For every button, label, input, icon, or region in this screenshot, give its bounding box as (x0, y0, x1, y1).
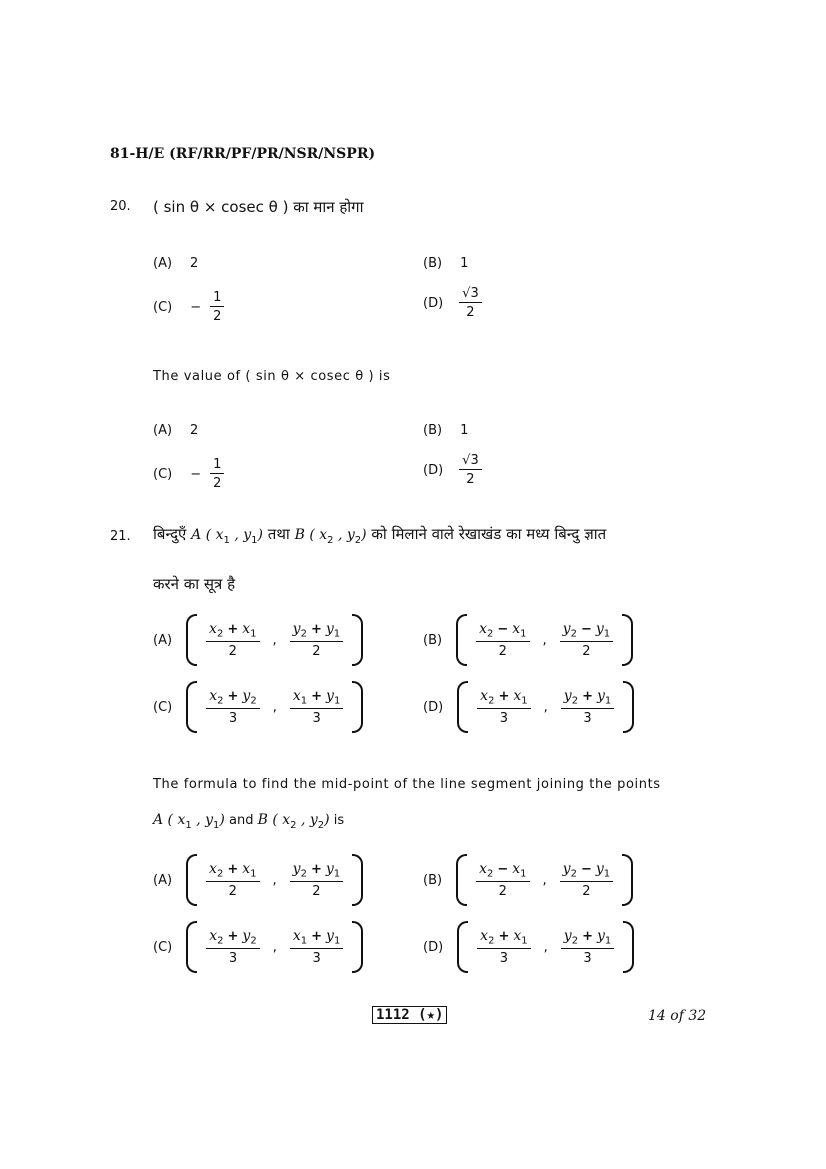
page-number: 14 of 32 (648, 1008, 707, 1024)
operator: − (580, 862, 592, 878)
point-b-text: B ( x (294, 527, 328, 543)
subscript: 2 (250, 695, 257, 707)
minus-sign: − (190, 299, 202, 315)
variable: y (242, 688, 251, 705)
subscript: 2 (570, 628, 577, 640)
option-label: (D) (423, 295, 444, 311)
variable: x (209, 621, 217, 638)
denominator: 3 (228, 950, 238, 966)
question-text-english-line2 (153, 812, 344, 831)
answer-a-option[interactable] (153, 423, 198, 438)
variable: x (292, 928, 301, 945)
operator: + (582, 929, 593, 945)
subscript: 1 (333, 935, 341, 947)
subscript: 1 (604, 695, 612, 707)
option-label: (B) (423, 423, 443, 438)
fraction (477, 928, 530, 966)
coordinate-pair (457, 681, 634, 733)
fraction (560, 621, 614, 659)
point-a-text: A ( x (153, 812, 186, 828)
left-paren (456, 614, 467, 666)
variable: y (596, 928, 605, 945)
fraction (210, 290, 224, 324)
answer-b-option[interactable] (423, 614, 633, 666)
variable: y (563, 688, 572, 705)
variable: y (596, 688, 605, 705)
operator: + (311, 929, 323, 945)
denominator: 3 (499, 710, 509, 726)
subscript: 1 (333, 628, 341, 640)
fraction (206, 621, 259, 659)
subscript: 1 (300, 935, 308, 947)
subscript: 2 (488, 935, 495, 947)
variable: y (292, 621, 301, 638)
denominator: 2 (582, 643, 591, 659)
option-label: (C) (153, 699, 173, 715)
left-paren (186, 854, 197, 906)
fraction (206, 861, 259, 899)
operator: + (227, 622, 239, 638)
fraction (290, 928, 343, 966)
operator: + (311, 689, 323, 705)
denominator: 2 (213, 476, 222, 491)
right-paren (352, 921, 363, 973)
variable: y (325, 621, 334, 638)
denominator: 2 (498, 643, 507, 659)
comma: , (543, 699, 548, 715)
option-label: (B) (423, 872, 443, 888)
point-b-text: , y (333, 527, 355, 543)
operator: − (580, 622, 592, 638)
point-b-text: B ( x (257, 812, 291, 828)
point-a (153, 812, 225, 831)
point-a-text: , y (191, 812, 214, 828)
question-text-hindi: ( sin θ × cosec θ ) का मान होगा (153, 198, 364, 216)
denominator: 2 (582, 883, 591, 899)
denominator: 2 (228, 643, 237, 659)
denominator: 2 (466, 472, 475, 487)
subscript: 1 (300, 695, 308, 707)
denominator: 3 (583, 710, 592, 726)
subscript: 1 (251, 534, 258, 546)
answer-b-option[interactable] (423, 256, 468, 271)
option-value: 2 (190, 423, 199, 438)
variable: y (562, 861, 571, 878)
coordinate-pair (186, 921, 363, 973)
variable: x (479, 621, 487, 638)
point-a-text: A ( x (191, 527, 224, 543)
right-paren (352, 681, 363, 733)
operator: + (310, 622, 322, 638)
comma: , (272, 632, 277, 648)
subscript: 1 (603, 628, 611, 640)
point-a-text: ) (257, 527, 263, 543)
variable: y (242, 928, 251, 945)
point-b (294, 527, 367, 546)
comma: , (272, 872, 277, 888)
point-b (257, 812, 330, 831)
answer-d-option[interactable] (423, 286, 485, 320)
operator: + (498, 929, 510, 945)
operator: + (498, 689, 510, 705)
operator: − (497, 862, 509, 878)
variable: x (209, 861, 217, 878)
fraction (459, 453, 482, 487)
and-text: and (229, 813, 254, 828)
point-b-text: ) (324, 812, 330, 828)
variable: y (325, 861, 334, 878)
left-paren (457, 921, 468, 973)
variable: x (292, 688, 301, 705)
option-label: (C) (153, 466, 173, 482)
answer-a-option[interactable] (153, 854, 363, 906)
left-paren (456, 854, 467, 906)
variable: x (479, 861, 487, 878)
comma: , (542, 872, 547, 888)
fraction (476, 621, 529, 659)
numerator (560, 861, 614, 882)
subscript: 2 (354, 534, 362, 546)
denominator: 2 (213, 309, 222, 324)
right-paren (623, 921, 634, 973)
subscript: 2 (570, 868, 577, 880)
answer-a-option[interactable] (153, 614, 363, 666)
variable: x (513, 688, 522, 705)
operator: + (310, 862, 322, 878)
variable: y (563, 928, 572, 945)
coordinate-pair (186, 614, 363, 666)
variable: y (326, 688, 334, 705)
point-a-text: , y (229, 527, 252, 543)
comma: , (272, 939, 277, 955)
answer-d-option[interactable] (423, 453, 485, 487)
variable: x (480, 928, 489, 945)
minus-sign: − (190, 466, 202, 482)
numerator (477, 928, 530, 949)
subscript: 2 (571, 695, 579, 707)
left-paren (186, 614, 197, 666)
numerator (206, 621, 259, 642)
denominator: 2 (498, 883, 507, 899)
option-label: (A) (153, 256, 173, 271)
question-text-english: The value of ( sin θ × cosec θ ) is (153, 369, 391, 384)
variable: y (562, 621, 571, 638)
subscript: 1 (603, 868, 611, 880)
fraction (290, 861, 344, 899)
booklet-code: 1112 (★) (372, 1006, 447, 1024)
point-a-text: ) (219, 812, 225, 828)
subscript: 2 (216, 628, 224, 640)
denominator: 3 (228, 710, 238, 726)
subscript: 1 (250, 628, 257, 640)
numerator (561, 688, 615, 709)
left-paren (186, 921, 197, 973)
fraction (290, 621, 344, 659)
option-value: 2 (190, 256, 199, 271)
variable: x (209, 928, 218, 945)
numerator (561, 928, 615, 949)
subscript: 1 (604, 935, 612, 947)
hindi-text: तथा (267, 525, 290, 543)
point-b-text: ) (361, 527, 367, 543)
numerator (290, 928, 343, 949)
variable: x (480, 688, 489, 705)
subscript: 2 (250, 935, 257, 947)
option-label: (A) (153, 872, 173, 888)
operator: + (227, 689, 239, 705)
paper-code-header: 81-H/E (RF/RR/PF/PR/NSR/NSPR) (110, 146, 376, 162)
operator: + (227, 929, 239, 945)
hindi-text: बिन्दुएँ (153, 525, 187, 543)
question-text-hindi-line1 (153, 524, 606, 546)
denominator: 3 (312, 950, 321, 966)
fraction (560, 861, 614, 899)
numerator (290, 861, 344, 882)
fraction (290, 688, 343, 726)
answer-c-option[interactable] (153, 290, 227, 324)
point-a (191, 527, 263, 546)
variable: y (595, 621, 604, 638)
subscript: 2 (290, 819, 297, 831)
option-label: (C) (153, 939, 173, 955)
numerator (477, 688, 530, 709)
numerator (290, 621, 344, 642)
denominator: 2 (312, 883, 321, 899)
point-b-text: , y (296, 812, 318, 828)
numerator: 1 (210, 290, 224, 307)
subscript: 1 (213, 819, 220, 831)
variable: x (242, 621, 251, 638)
variable: x (242, 861, 251, 878)
variable: x (209, 688, 218, 705)
numerator (290, 688, 343, 709)
variable: y (292, 861, 301, 878)
subscript: 2 (217, 935, 224, 947)
answer-c-option[interactable] (153, 457, 227, 491)
subscript: 1 (333, 868, 341, 880)
numerator (476, 861, 529, 882)
operator: + (582, 689, 593, 705)
comma: , (542, 632, 547, 648)
option-label: (D) (423, 939, 444, 955)
subscript: 2 (571, 935, 579, 947)
numerator (476, 621, 529, 642)
subscript: 2 (486, 628, 494, 640)
right-paren (352, 614, 363, 666)
fraction (561, 928, 615, 966)
option-value: 1 (460, 256, 469, 271)
numerator: √3 (459, 286, 482, 303)
option-value: 1 (460, 423, 469, 438)
option-label: (A) (153, 423, 173, 438)
answer-b-option[interactable] (423, 854, 633, 906)
coordinate-pair (456, 854, 633, 906)
option-label: (C) (153, 299, 173, 315)
option-label: (A) (153, 632, 173, 648)
variable: x (512, 861, 521, 878)
right-paren (623, 681, 634, 733)
subscript: 2 (486, 868, 494, 880)
subscript: 1 (250, 868, 257, 880)
operator: + (227, 862, 239, 878)
fraction (476, 861, 529, 899)
right-paren (352, 854, 363, 906)
option-label: (B) (423, 632, 443, 648)
coordinate-pair (457, 921, 634, 973)
numerator (560, 621, 614, 642)
comma: , (272, 699, 277, 715)
denominator: 2 (312, 643, 321, 659)
answer-c-option[interactable] (153, 681, 363, 733)
subscript: 1 (520, 628, 527, 640)
fraction (206, 928, 259, 966)
left-paren (457, 681, 468, 733)
subscript: 1 (185, 819, 192, 831)
fraction (561, 688, 615, 726)
variable: y (595, 861, 604, 878)
subscript: 1 (521, 695, 528, 707)
denominator: 3 (312, 710, 321, 726)
right-paren (622, 854, 633, 906)
answer-a-option[interactable] (153, 256, 198, 271)
denominator: 3 (583, 950, 592, 966)
coordinate-pair (456, 614, 633, 666)
numerator (206, 928, 259, 949)
subscript: 2 (488, 695, 495, 707)
fraction (459, 286, 482, 320)
answer-b-option[interactable] (423, 423, 468, 438)
subscript: 1 (521, 935, 528, 947)
denominator: 2 (466, 305, 475, 320)
numerator (206, 688, 259, 709)
subscript: 2 (216, 868, 224, 880)
subscript: 2 (317, 819, 325, 831)
coordinate-pair (186, 854, 363, 906)
answer-d-option[interactable] (423, 921, 634, 973)
numerator: 1 (210, 457, 224, 474)
option-label: (B) (423, 256, 443, 271)
left-paren (186, 681, 197, 733)
right-paren (622, 614, 633, 666)
operator: − (497, 622, 509, 638)
subscript: 1 (223, 534, 230, 546)
hindi-text: को मिलाने वाले रेखाखंड का मध्य बिन्दु ज्ञात (371, 525, 607, 543)
fraction (477, 688, 530, 726)
variable: y (326, 928, 334, 945)
question-text-english-line1: The formula to find the mid-point of the line segment joining the points (153, 777, 661, 792)
denominator: 2 (228, 883, 237, 899)
denominator: 3 (499, 950, 509, 966)
coordinate-pair (186, 681, 363, 733)
variable: x (513, 928, 522, 945)
option-label: (D) (423, 462, 444, 478)
fraction (210, 457, 224, 491)
answer-c-option[interactable] (153, 921, 363, 973)
question-number: 21. (110, 529, 131, 544)
question-number: 20. (110, 199, 131, 214)
is-text: is (333, 813, 345, 828)
subscript: 2 (300, 868, 307, 880)
subscript: 2 (327, 534, 334, 546)
subscript: 1 (333, 695, 341, 707)
answer-d-option[interactable] (423, 681, 634, 733)
numerator (206, 861, 259, 882)
comma: , (543, 939, 548, 955)
subscript: 2 (217, 695, 224, 707)
option-label: (D) (423, 699, 444, 715)
subscript: 1 (520, 868, 527, 880)
numerator: √3 (459, 453, 482, 470)
fraction (206, 688, 259, 726)
question-text-hindi-line2: करने का सूत्र है (153, 575, 236, 593)
subscript: 2 (300, 628, 307, 640)
variable: x (512, 621, 521, 638)
